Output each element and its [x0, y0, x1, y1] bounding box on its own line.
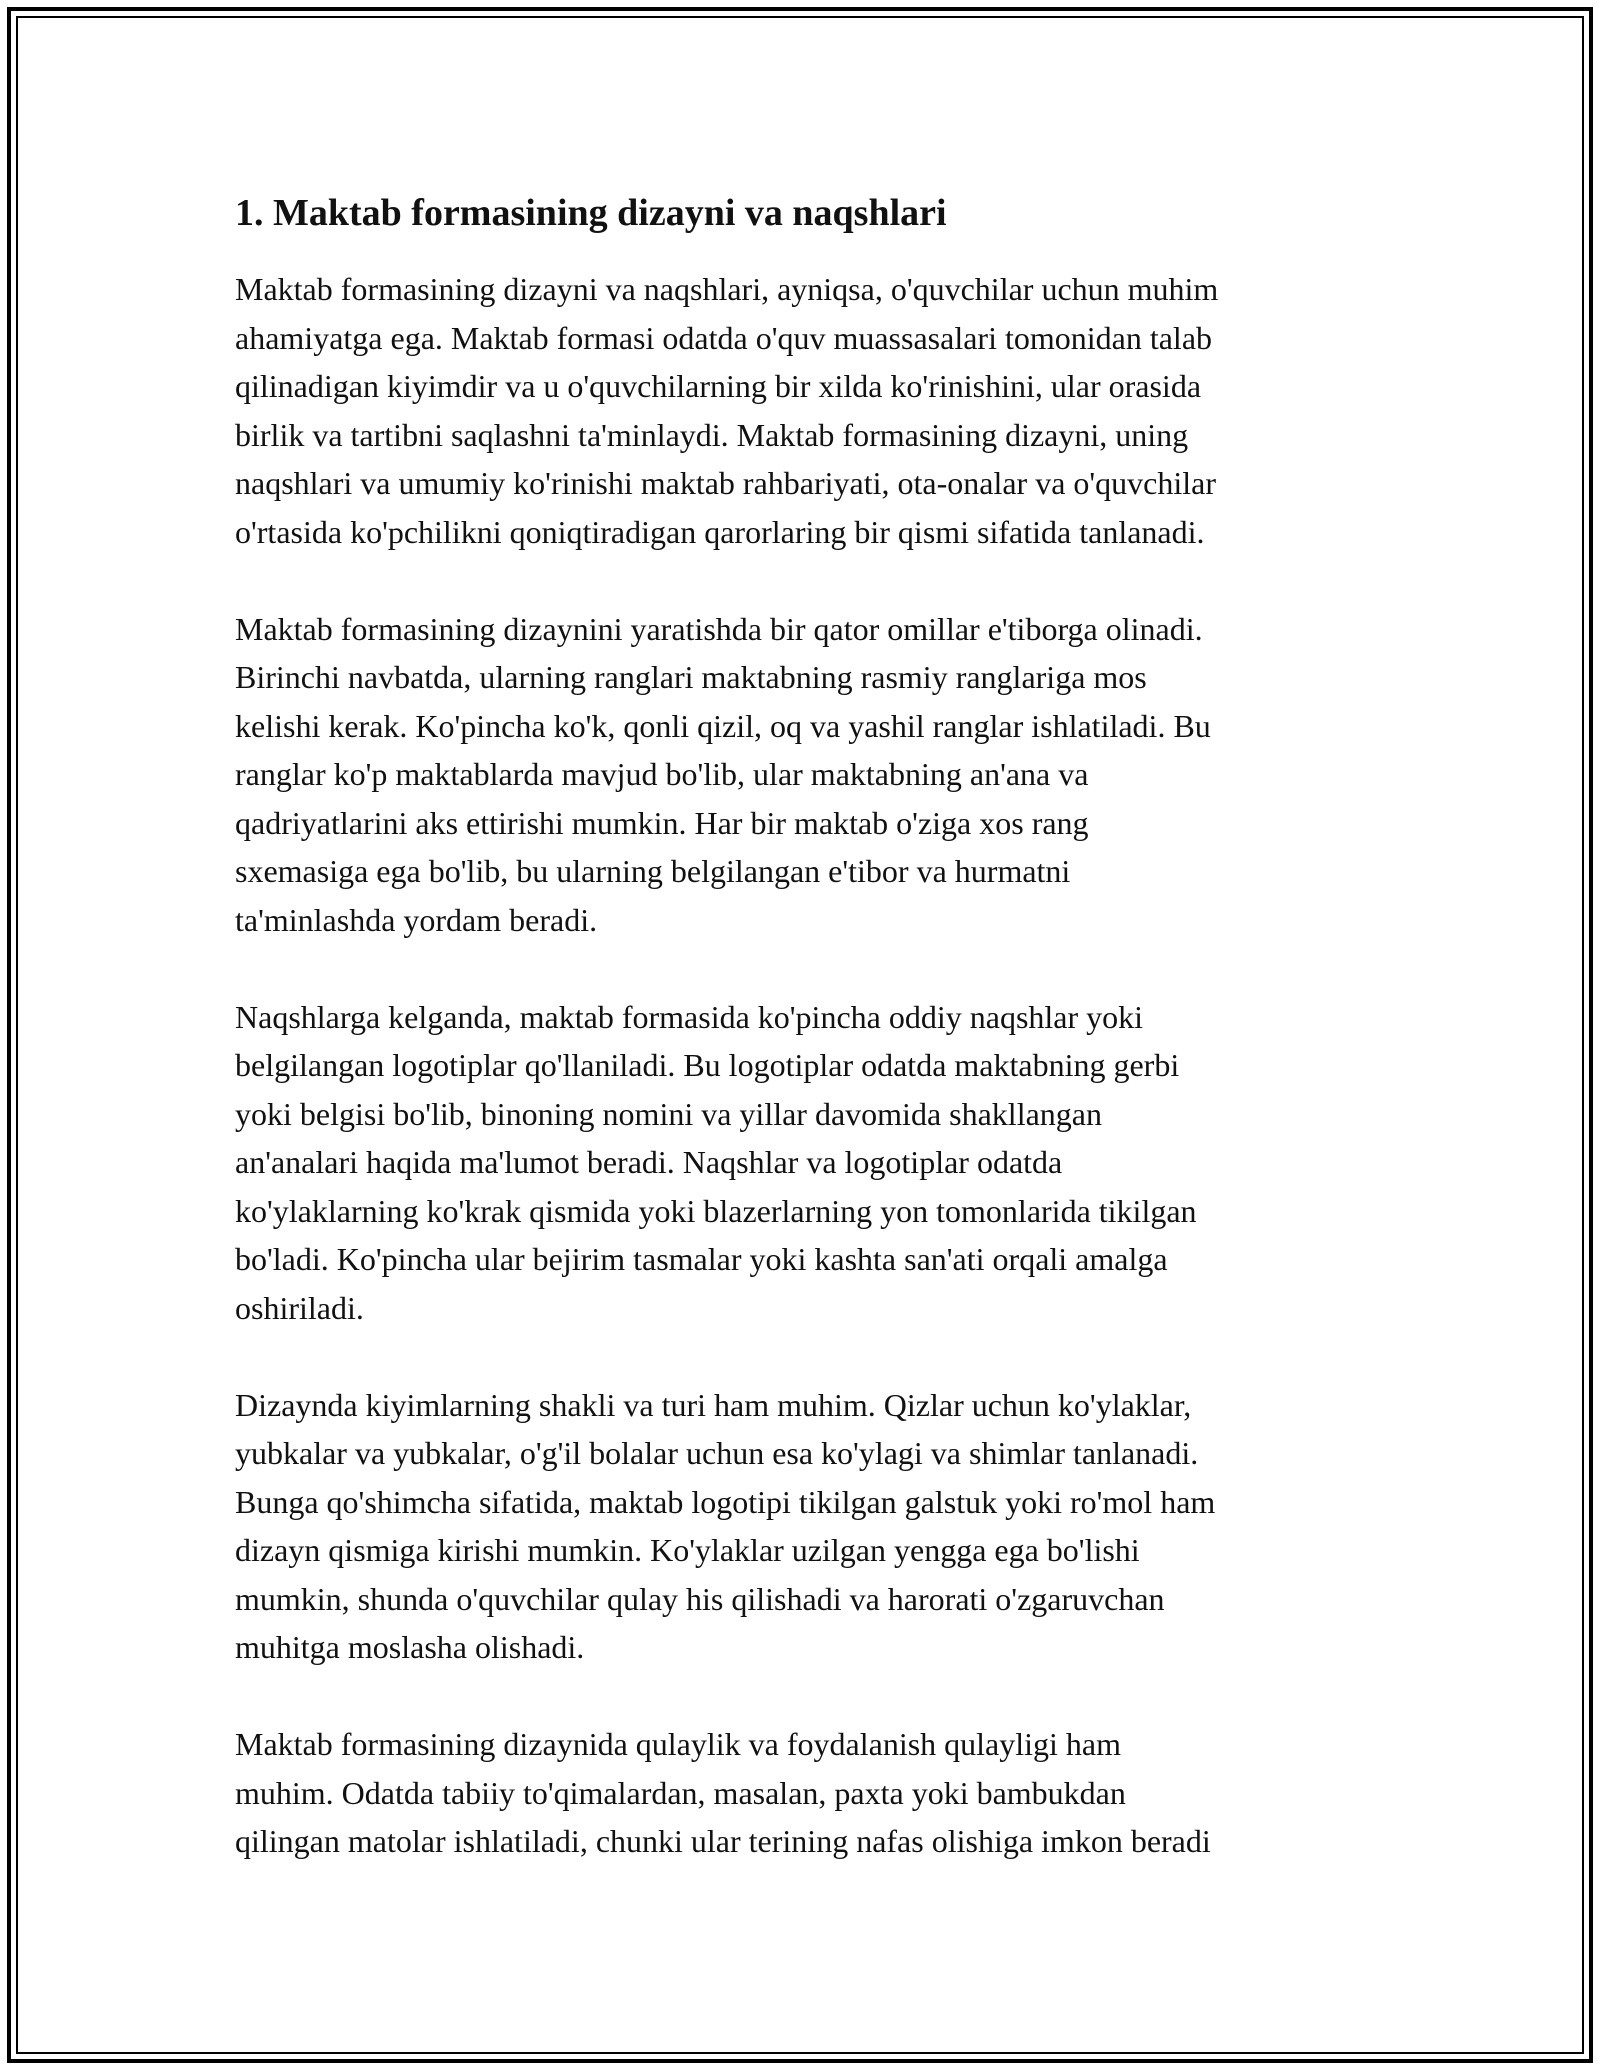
paragraph-line: Bunga qo'shimcha sifatida, maktab logotipi tikilgan galstuk yoki ro'mol ham [235, 1483, 1216, 1520]
paragraph-line: kelishi kerak. Ko'pincha ko'k, qonli qizil, oq va yashil ranglar ishlatiladi. Bu [235, 707, 1211, 744]
paragraph-line: oshiriladi. [235, 1289, 364, 1326]
paragraph-line: qilingan matolar ishlatiladi, chunki ular terining nafas olishiga imkon beradi [235, 1823, 1211, 1859]
paragraph-line: qilinadigan kiyimdir va u o'quvchilarning bir xilda ko'rinishini, ular orasida [235, 368, 1202, 404]
paragraph-line: an'analari haqida ma'lumot beradi. Naqshlar va logotiplar odatda [235, 1144, 1063, 1180]
paragraph-line: belgilangan logotiplar qo'llaniladi. Bu logotiplar odatda maktabning gerbi [235, 1047, 1180, 1083]
section-heading: 1. Maktab formasining dizayni va naqshlari [235, 192, 947, 234]
paragraph-line: bo'ladi. Ko'pincha ular bejirim tasmalar yoki kashta san'ati orqali amalga [235, 1241, 1168, 1277]
paragraph-line: ko'ylaklarning ko'krak qismida yoki blazerlarning yon tomonlarida tikilgan [235, 1192, 1197, 1229]
paragraph-line: Naqshlarga kelganda, maktab formasida ko'pincha oddiy naqshlar yoki [235, 998, 1144, 1035]
paragraph [235, 1381, 1371, 1672]
paragraph [235, 1720, 1371, 1866]
paragraph-line: sxemasiga ega bo'lib, bu ularning belgilangan e'tibor va hurmatni [235, 853, 1071, 889]
paragraph-line: yoki belgisi bo'lib, binoning nomini va yillar davomida shakllangan [235, 1095, 1102, 1132]
paragraph-line: o'rtasida ko'pchilikni qoniqtiradigan qarorlaring bir qismi sifatida tanlanadi. [235, 513, 1205, 550]
paragraph-line: Maktab formasining dizaynida qulaylik va foydalanish qulayligi ham [235, 1726, 1122, 1762]
document-body [235, 185, 1371, 1914]
paragraph-line: Dizaynda kiyimlarning shakli va turi ham muhim. Qizlar uchun ko'ylaklar, [235, 1386, 1192, 1423]
paragraph [235, 993, 1371, 1333]
paragraph [235, 605, 1371, 945]
paragraph-line: qadriyatlarini aks ettirishi mumkin. Har bir maktab o'ziga xos rang [235, 804, 1089, 841]
paragraph-line: muhitga moslasha olishadi. [235, 1629, 585, 1665]
paragraph-line: naqshlari va umumiy ko'rinishi maktab rahbariyati, ota-onalar va o'quvchilar [235, 465, 1217, 501]
paragraph-list [235, 265, 1371, 1866]
paragraph-line: ahamiyatga ega. Maktab formasi odatda o'quv muassasalari tomonidan talab [235, 319, 1213, 356]
paragraph-line: Birinchi navbatda, ularning ranglari maktabning rasmiy ranglariga mos [235, 659, 1147, 695]
paragraph-line: dizayn qismiga kirishi mumkin. Ko'ylaklar uzilgan yengga ega bo'lishi [235, 1532, 1140, 1568]
paragraph-line: birlik va tartibni saqlashni ta'minlaydi. Maktab formasining dizayni, uning [235, 416, 1189, 453]
paragraph-line: Maktab formasining dizaynini yaratishda bir qator omillar e'tiborga olinadi. [235, 610, 1203, 647]
paragraph-line: Maktab formasining dizayni va naqshlari, ayniqsa, o'quvchilar uchun muhim [235, 271, 1219, 307]
paragraph-line: muhim. Odatda tabiiy to'qimalardan, masalan, paxta yoki bambukdan [235, 1774, 1126, 1811]
paragraph-line: ta'minlashda yordam beradi. [235, 901, 598, 938]
paragraph-line: yubkalar va yubkalar, o'g'il bolalar uchun esa ko'ylagi va shimlar tanlanadi. [235, 1435, 1199, 1471]
paragraph-line: mumkin, shunda o'quvchilar qulay his qilishadi va harorati o'zgaruvchan [235, 1580, 1165, 1617]
paragraph-line: ranglar ko'p maktablarda mavjud bo'lib, ular maktabning an'ana va [235, 756, 1089, 792]
paragraph [235, 265, 1371, 556]
